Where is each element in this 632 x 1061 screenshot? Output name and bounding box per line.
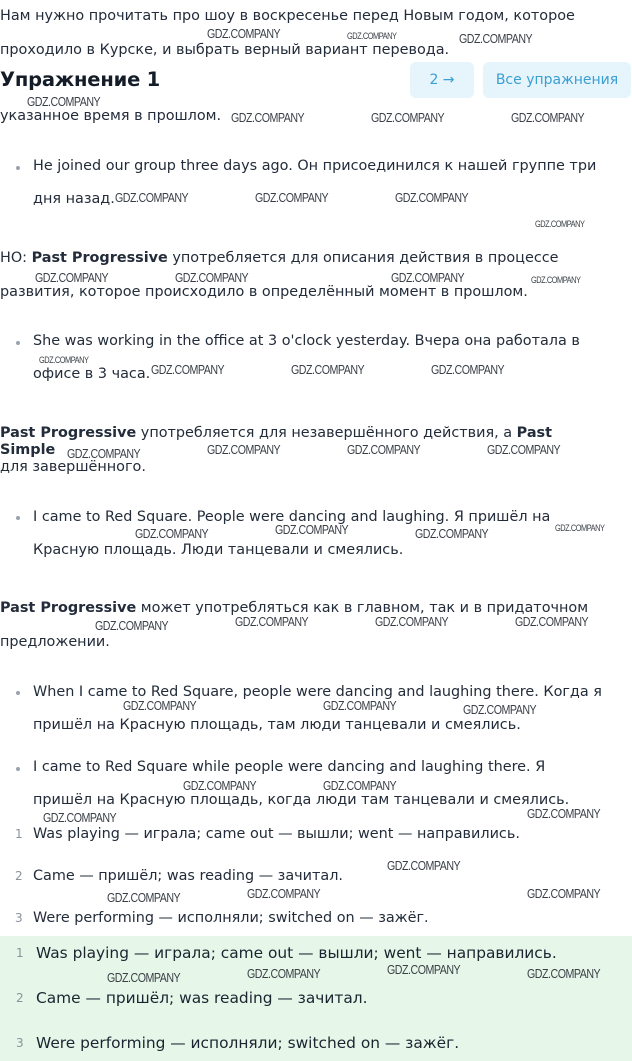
watermark: GDZ.COMPANY [459,31,533,46]
example-5-line-2: пришёл на Красную площадь, когда люди там танцевали и смеялись. [33,792,570,808]
watermark: GDZ.COMPANY [487,442,561,457]
watermark: GDZ.COMPANY [527,966,601,981]
final-answer-item: Was playing — играла; came out — вышли; went — направились. [36,944,557,962]
watermark: GDZ.COMPANY [175,270,249,285]
rule-3-mid: употребляется для незавершённого действия, а [136,425,517,441]
watermark: GDZ.COMPANY [247,966,321,981]
example-1 [33,150,628,216]
watermark: GDZ.COMPANY [387,858,461,873]
watermark: GDZ.COMPANY [67,446,141,461]
final-answer-number: 1 [16,946,24,960]
rule-3-term-1: Past Progressive [0,425,137,441]
rule-4-term: Past Progressive [0,600,137,616]
watermark: GDZ.COMPANY [151,362,225,377]
watermark: GDZ.COMPANY [207,442,281,457]
final-answer-number: 3 [16,1036,24,1050]
watermark: GDZ.COMPANY [395,190,469,205]
final-answer-item: Were performing — исполняли; switched on — зажёг. [36,1034,460,1052]
watermark: GDZ.COMPANY [415,526,489,541]
watermark: GDZ.COMPANY [27,94,101,109]
example-4-line-2: пришёл на Красную площадь, там люди танцевали и смеялись. [33,717,521,733]
rule-4-rest: может употребляться как в главном, так и в придаточном [136,600,589,616]
rule-2 [0,250,610,267]
watermark: GDZ.COMPANY [323,698,397,713]
watermark: GDZ.COMPANY [275,522,349,537]
example-2-line-2: офисе в 3 часа. [33,366,151,382]
answer-item: Was playing — играла; came out — вышли; went — направились. [33,826,520,842]
watermark: GDZ.COMPANY [39,355,89,366]
answer-number: 2 [15,869,23,883]
watermark: GDZ.COMPANY [35,270,109,285]
answer-item: Were performing — исполняли; switched on — зажёг. [33,910,429,926]
watermark: GDZ.COMPANY [207,26,281,41]
answer-item: Came — пришёл; was reading — зачитал. [33,868,343,884]
intro-line-2: проходило в Курске, и выбрать верный вариант перевода. [0,42,450,58]
all-exercises-label: Все упражнения [495,72,619,88]
watermark: GDZ.COMPANY [375,614,449,629]
answer-number: 1 [15,827,23,841]
watermark: GDZ.COMPANY [527,886,601,901]
example-2 [33,325,628,391]
watermark: GDZ.COMPANY [43,810,117,825]
example-4 [33,676,628,742]
bullet-dot [16,767,20,771]
rule-3-term-2: Past Simple [0,425,552,458]
watermark: GDZ.COMPANY [511,110,585,125]
watermark: GDZ.COMPANY [107,970,181,985]
watermark: GDZ.COMPANY [291,362,365,377]
watermark: GDZ.COMPANY [107,890,181,905]
watermark: GDZ.COMPANY [247,886,321,901]
bullet-dot [16,691,20,695]
rule-2-rest: употребляется для описания действия в процессе [167,250,559,266]
watermark: GDZ.COMPANY [391,270,465,285]
bullet-dot [16,516,20,520]
watermark: GDZ.COMPANY [463,702,537,717]
watermark: GDZ.COMPANY [235,614,309,629]
exercise-title: Упражнение 1 [0,68,161,91]
watermark: GDZ.COMPANY [323,778,397,793]
bullet-dot [16,341,20,345]
example-5-line-1: I came to Red Square while people were dancing and laughing there. Я [33,759,546,775]
watermark: GDZ.COMPANY [95,618,169,633]
watermark: GDZ.COMPANY [347,442,421,457]
rule-3 [0,425,610,459]
watermark: GDZ.COMPANY [371,110,445,125]
watermark: GDZ.COMPANY [431,362,505,377]
answer-number: 3 [15,911,23,925]
bullet-dot [16,166,20,170]
final-answer-item: Came — пришёл; was reading — зачитал. [36,989,368,1007]
watermark: GDZ.COMPANY [387,962,461,977]
watermark: GDZ.COMPANY [115,190,189,205]
rule-2-prefix: НО: [0,250,32,266]
example-3 [33,501,628,567]
example-2-line-1: She was working in the office at 3 o'clock yesterday. Вчера она работала в [33,333,580,349]
example-1-line-1: He joined our group three days ago. Он присоединился к нашей группе три [33,158,597,174]
rule-3-line-2: для завершённого. [0,459,146,475]
rule-4-line-2: предложении. [0,634,110,650]
example-5 [33,751,628,817]
watermark: GDZ.COMPANY [231,110,305,125]
watermark: GDZ.COMPANY [255,190,329,205]
final-answer-number: 2 [16,991,24,1005]
rule-4 [0,600,610,617]
example-3-line-1: I came to Red Square. People were dancing and laughing. Я пришёл на [33,509,551,525]
watermark: GDZ.COMPANY [515,614,589,629]
all-exercises-button[interactable] [483,62,631,98]
watermark: GDZ.COMPANY [123,698,197,713]
rule-2-term: Past Progressive [31,250,168,266]
rule-text: указанное время в прошлом. [0,108,222,124]
watermark: GDZ.COMPANY [135,526,209,541]
example-3-line-2: Красную площадь. Люди танцевали и смеялись. [33,542,404,558]
watermark: GDZ.COMPANY [531,275,581,286]
next-exercise-label: 2 → [429,72,455,88]
watermark: GDZ.COMPANY [183,778,257,793]
next-exercise-button[interactable] [410,62,474,98]
example-1-line-2: дня назад. [33,191,115,207]
watermark: GDZ.COMPANY [527,806,601,821]
rule-2-line-2: развития, которое происходило в определённый момент в прошлом. [0,284,528,300]
example-4-line-1: When I came to Red Square, people were dancing and laughing there. Когда я [33,684,602,700]
watermark: GDZ.COMPANY [535,219,585,230]
intro-line-1: Нам нужно прочитать про шоу в воскресенье перед Новым годом, которое [0,8,575,24]
watermark: GDZ.COMPANY [555,523,605,534]
watermark: GDZ.COMPANY [347,31,397,42]
